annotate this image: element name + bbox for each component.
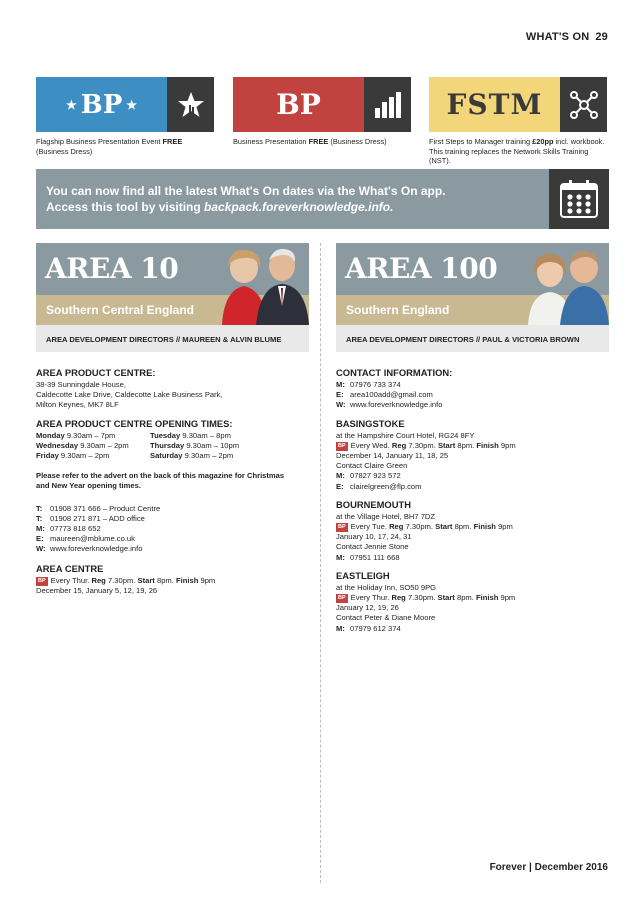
area10-directors-photo bbox=[222, 246, 309, 330]
event-venue: at the Holiday Inn, SO50 9PG bbox=[336, 582, 437, 592]
opening-row: Tuesday 9.30am – 8pm bbox=[150, 430, 231, 440]
area10-directors: AREA DEVELOPMENT DIRECTORS // MAUREEN & ALVIN BLUME bbox=[46, 335, 282, 344]
event-contact: Contact Jennie Stone bbox=[336, 542, 409, 552]
area100-directors-photo bbox=[524, 246, 609, 330]
section-title: WHAT'S ON bbox=[525, 31, 590, 43]
bar-chart-icon bbox=[364, 77, 411, 132]
address-line: 38-39 Sunningdale House, bbox=[36, 380, 126, 389]
contact-row: M: 07773 818 652 bbox=[36, 524, 101, 534]
contact-row: M: 07951 111 668 bbox=[336, 552, 400, 562]
event-dates: December 14, January 11, 18, 25 bbox=[336, 451, 449, 461]
contact-row: E: clairelgreen@flp.com bbox=[336, 481, 422, 491]
event-heading-basingstoke: BASINGSTOKE bbox=[336, 417, 405, 429]
banner-flagship-bp bbox=[36, 77, 214, 132]
page-number: 29 bbox=[595, 31, 608, 43]
bp-badge: BP bbox=[338, 442, 346, 449]
event-schedule: BP Every Thur. Reg 7.30pm. Start 8pm. Finish 9pm bbox=[38, 575, 216, 585]
network-icon bbox=[560, 77, 607, 132]
area100-directors: AREA DEVELOPMENT DIRECTORS // PAUL & VICTORIA BROWN bbox=[346, 335, 580, 344]
email-link[interactable]: clairelgreen@flp.com bbox=[350, 481, 422, 491]
area10-details bbox=[36, 367, 311, 596]
star-trophy-icon bbox=[167, 77, 214, 132]
bp-badge: BP bbox=[338, 595, 346, 602]
opening-times-heading: AREA PRODUCT CENTRE OPENING TIMES: bbox=[36, 417, 233, 429]
app-promo-text: You can now find all the latest What's On dates via the What's On app. Access this tool by visiting backpack.foreverknowledge.info. bbox=[46, 184, 446, 214]
contact-row: M: 07827 923 572 bbox=[336, 471, 401, 481]
event-contact: Contact Peter & Diane Moore bbox=[336, 613, 436, 623]
holiday-notice: Please refer to the advert on the back of this magazine for Christmas and New Year opening times. bbox=[36, 471, 285, 491]
event-dates: January 12, 19, 26 bbox=[336, 603, 399, 613]
opening-row: Thursday 9.30am – 10pm bbox=[150, 440, 240, 450]
contact-row: W: www.foreverknowledge.info bbox=[36, 544, 143, 554]
bp-logo: BP bbox=[233, 77, 364, 132]
contact-list bbox=[336, 380, 611, 411]
area100-directors-bar bbox=[336, 325, 609, 352]
event-schedule: BP Every Thur. Reg 7.30pm. Start 8pm. Finish 9pm bbox=[338, 593, 516, 603]
email-link[interactable]: area100add@gmail.com bbox=[350, 390, 433, 400]
contact-row: E: area100add@gmail.com bbox=[336, 390, 433, 400]
event-dates: January 10, 17, 24, 31 bbox=[336, 532, 412, 542]
app-link[interactable]: backpack.foreverknowledge.info. bbox=[204, 200, 394, 214]
event-heading-eastleigh: EASTLEIGH bbox=[336, 569, 390, 581]
event-heading-bournemouth: BOURNEMOUTH bbox=[336, 498, 411, 510]
email-link[interactable]: maureen@mblume.co.uk bbox=[50, 534, 135, 544]
contact-list bbox=[36, 504, 311, 555]
calendar-icon bbox=[549, 169, 609, 229]
opening-row: Monday 9.30am – 7pm bbox=[36, 430, 116, 440]
event-schedule: BP Every Wed. Reg 7.30pm. Start 8pm. Finish 9pm bbox=[338, 440, 516, 450]
contact-row: M: 07979 612 374 bbox=[336, 623, 401, 633]
column-divider bbox=[320, 243, 321, 883]
opening-row: Wednesday 9.30am – 2pm bbox=[36, 440, 129, 450]
area-centre-heading: AREA CENTRE bbox=[36, 562, 104, 574]
event-contact: Contact Claire Green bbox=[336, 461, 408, 471]
contact-row: W: www.foreverknowledge.info bbox=[336, 400, 443, 410]
bp-badge: BP bbox=[38, 577, 46, 584]
area10-region: Southern Central England bbox=[46, 303, 195, 317]
address-line: Milton Keynes, MK7 8LF bbox=[36, 400, 119, 410]
contact-info-heading: CONTACT INFORMATION: bbox=[336, 367, 453, 378]
area100-region: Southern England bbox=[346, 303, 450, 317]
website-link[interactable]: www.foreverknowledge.info bbox=[50, 544, 143, 554]
event-venue: at the Village Hotel, BH7 7DZ bbox=[336, 511, 436, 521]
area10-title: AREA 10 bbox=[45, 252, 179, 285]
area100-title: AREA 100 bbox=[345, 252, 498, 285]
banner-fstm bbox=[429, 77, 607, 132]
area10-directors-bar bbox=[36, 325, 309, 352]
banner-caption-bp: Business Presentation FREE (Business Dress) bbox=[233, 137, 387, 146]
footer-brand: Forever bbox=[489, 862, 527, 873]
address-line: Caldecotte Lake Drive, Caldecotte Lake Business Park, bbox=[36, 390, 223, 400]
app-promo-banner bbox=[36, 169, 609, 229]
banner-caption-fstm: First Steps to Manager training £20pp incl. workbook. This training replaces the Network Skills Training (NST). bbox=[429, 137, 605, 165]
opening-row: Friday 9.30am – 2pm bbox=[36, 451, 110, 461]
footer-issue: December 2016 bbox=[534, 862, 608, 873]
opening-times bbox=[36, 431, 311, 462]
banner-bp bbox=[233, 77, 411, 132]
contact-row: T: 01908 371 666 – Product Centre bbox=[36, 503, 161, 513]
opening-row: Saturday 9.30am – 2pm bbox=[150, 451, 234, 461]
contact-row: M: 07976 733 374 bbox=[336, 380, 401, 389]
section-header bbox=[526, 31, 608, 43]
bp-badge: BP bbox=[338, 524, 346, 531]
product-centre-heading: AREA PRODUCT CENTRE: bbox=[36, 367, 156, 378]
banner-caption-flagship: Flagship Business Presentation Event FREE (Business Dress) bbox=[36, 137, 183, 156]
bp-logo: ★ BP ★ bbox=[36, 77, 167, 132]
contact-row: T: 01908 271 871 – ADD office bbox=[36, 513, 145, 523]
contact-row: E: maureen@mblume.co.uk bbox=[36, 534, 135, 544]
event-schedule: BP Every Tue. Reg 7.30pm. Start 8pm. Finish 9pm bbox=[338, 522, 513, 532]
page-footer: Forever | December 2016 bbox=[489, 862, 608, 873]
fstm-logo: FSTM bbox=[429, 77, 560, 132]
area100-details bbox=[336, 367, 611, 634]
event-venue: at the Hampshire Court Hotel, RG24 8FY bbox=[336, 430, 475, 440]
event-dates: December 15, January 5, 12, 19, 26 bbox=[36, 585, 158, 595]
website-link[interactable]: www.foreverknowledge.info bbox=[350, 400, 443, 410]
